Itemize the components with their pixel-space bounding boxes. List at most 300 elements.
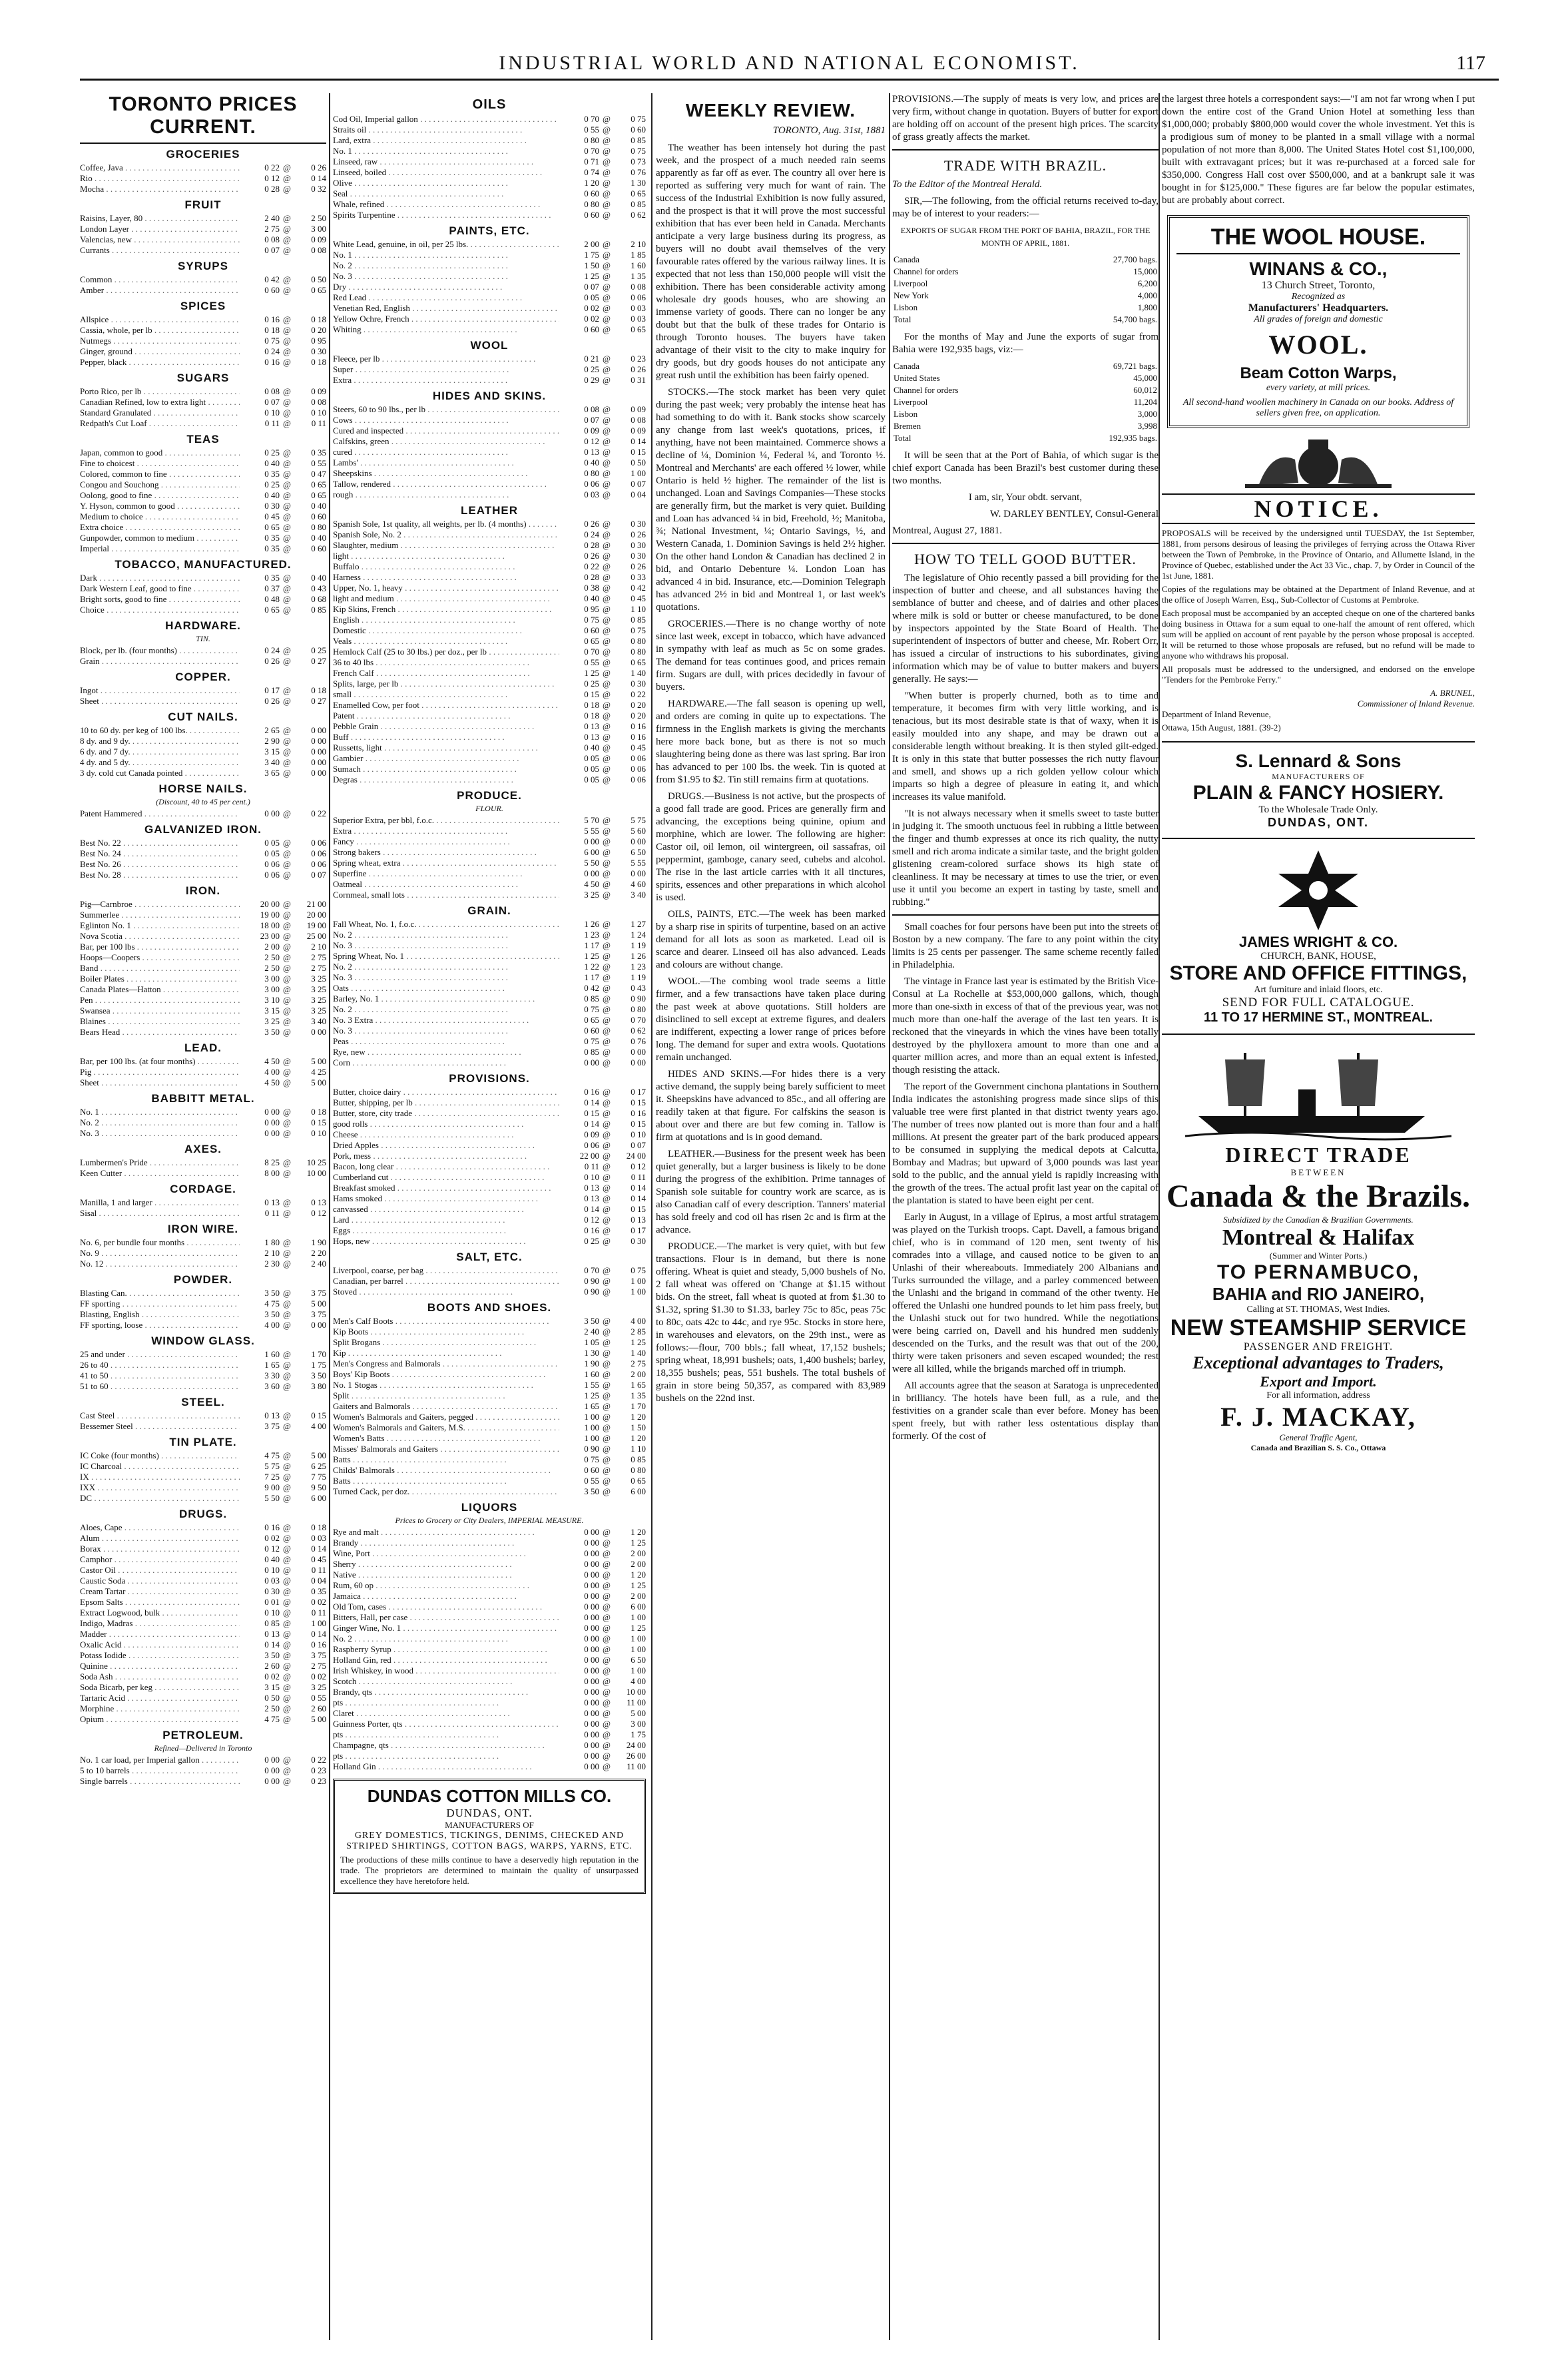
price-low: 0 05 (584, 753, 599, 763)
price-row (333, 1215, 646, 1225)
price-item-name: Oolong, good to fine . . . (80, 490, 240, 501)
review-paragraph: PRODUCE.—The market is very quiet, with but few transactions. Flour is in demand, but there is none offering. Wheat is quiet and steady, 5,000 bushels of No. 2 fall wheat was offered on 'Change at $1.15 without bids. On the street, fall wheat is quoted at from $1.30 to $1.32, spring $1.30 to $1.33, barley 75c to 85c, peas 75c to 80c, oats 42c to 44c, and rye 95c. Stocks in store here, in warehouses and elevators, on the 29th inst., were as follows:—flour, 700 bbls.; fall wheat, 17,152 bushels; spring wheat, 18,991 bushels; oats, 1,400 bushels; barley, 18,355 bushels; peas, 551 bushels. The total bushels of grain in store being 50,357, as compared with 83,989 bushels on the 22nd inst. (656, 1241, 886, 1404)
price-row (333, 930, 646, 940)
price-separator: @ (283, 1597, 291, 1607)
price-separator: @ (603, 847, 611, 857)
price-item-name: Blasting Can. . . . (80, 1288, 240, 1299)
price-high: 1 23 (631, 962, 646, 972)
price-low: 0 50 (264, 1693, 280, 1703)
notice-body-3: Each proposal must be accompanied by an accepted cheque on one of the chartered banks doing business in Ottawa for a sum equal to one-half the amount of rent offered, which sum will be applied on account of rent payable by the person whose proposal is accepted. It will be returned to those whose proposals are refused, but no refund will be made to anyone who withdraws his proposal. (1162, 608, 1475, 661)
price-high: 0 30 (311, 346, 326, 356)
price-high: 24 00 (626, 1151, 646, 1161)
price-item-name: Medium to choice . . . (80, 511, 240, 522)
price-low: 0 07 (584, 282, 599, 292)
price-high: 4 00 (631, 1676, 646, 1686)
price-high: 1 70 (311, 1349, 326, 1359)
price-section-heading: GROCERIES (166, 148, 240, 160)
price-high: 5 00 (311, 1077, 326, 1087)
price-separator: @ (283, 469, 291, 479)
price-section-sub: FLOUR. (475, 804, 503, 813)
price-separator: @ (603, 972, 611, 982)
price-high: 0 43 (631, 983, 646, 993)
price-row (80, 696, 326, 707)
price-item-name: Whiting . . . (333, 324, 559, 335)
price-high: 0 17 (631, 1225, 646, 1235)
price-item-name: Sheepskins . . . (333, 468, 559, 479)
price-low: 0 13 (264, 1629, 280, 1639)
price-row (80, 594, 326, 605)
price-row (333, 1287, 646, 1297)
price-low: 23 00 (260, 931, 280, 941)
price-high: 2 00 (631, 1591, 646, 1601)
price-item-name: Buff . . . (333, 732, 559, 743)
price-separator: @ (283, 1381, 291, 1391)
price-low: 0 75 (584, 1454, 599, 1464)
price-low: 0 06 (584, 1140, 599, 1150)
price-item-name: Calfskins, green . . . (333, 436, 559, 447)
price-row (333, 457, 646, 468)
price-item-name: Russetts, light . . . (333, 743, 559, 753)
price-separator: @ (603, 604, 611, 614)
price-high: 0 00 (311, 768, 326, 778)
price-high: 0 20 (631, 700, 646, 710)
price-row (333, 1380, 646, 1390)
price-separator: @ (603, 1486, 611, 1496)
export-destination: Total (894, 433, 911, 443)
price-item-name: Gaiters and Balmorals . . . (333, 1401, 559, 1412)
price-item-name: Best No. 22 . . . (80, 838, 240, 848)
price-item-name: No. 6, per bundle four months . . . (80, 1237, 240, 1248)
price-row (80, 952, 326, 963)
price-item-name: Oats . . . (333, 983, 559, 994)
price-separator: @ (603, 1401, 611, 1411)
price-separator: @ (603, 1751, 611, 1761)
price-separator: @ (603, 858, 611, 868)
price-item-name: Linseed, raw . . . (333, 156, 559, 167)
price-item-name: Single barrels . . . (80, 1776, 240, 1787)
price-high: 1 00 (631, 468, 646, 478)
price-separator: @ (603, 1276, 611, 1286)
price-item-name: Stoved . . . (333, 1287, 559, 1297)
price-high: 0 12 (311, 1208, 326, 1218)
price-row (80, 213, 326, 224)
price-low: 0 95 (584, 604, 599, 614)
price-high: 0 31 (631, 375, 646, 385)
price-high: 0 27 (311, 656, 326, 666)
price-low: 0 00 (584, 1580, 599, 1590)
price-separator: @ (603, 519, 611, 529)
price-separator: @ (283, 963, 291, 973)
price-high: 1 00 (631, 1612, 646, 1622)
price-high: 0 65 (631, 188, 646, 198)
price-item-name: Extra choice . . . (80, 522, 240, 533)
price-item-name: Common . . . (80, 274, 240, 285)
direct-trade-route: Canada & the Brazils. (1166, 1179, 1470, 1214)
price-section-heading: IRON. (185, 884, 221, 897)
price-separator: @ (603, 210, 611, 220)
price-high: 3 25 (311, 1006, 326, 1016)
price-separator: @ (283, 1765, 291, 1775)
price-separator: @ (603, 1337, 611, 1347)
price-item-name: DC . . . (80, 1493, 240, 1504)
price-low: 0 07 (584, 415, 599, 425)
price-separator: @ (283, 1639, 291, 1649)
price-separator: @ (603, 426, 611, 436)
misc-paragraph: The report of the Government cinchona plantations in Southern India indicates the astonishing progress made since slips of this valuable tree were first planted in that district twenty years ago. The number of trees now planted out is more than four and a half millions. At present the greater part of the bark produced appears to be consumed in supplying the medical depots at Calcutta, Bombay and Madras; but upward of 3,000 pounds was last year sold to the public, and the annual yield is rapidly increasing with the growth of the trees. The actual profit last year on the capital of the plantation is stated to have been eight per cent. (892, 1081, 1159, 1206)
price-item-name: Spanish Sole, 1st quality, all weights, per lb. (4 months) . . . (333, 519, 559, 529)
price-low: 2 65 (264, 725, 280, 735)
price-low: 0 00 (584, 1570, 599, 1580)
price-separator: @ (603, 1087, 611, 1097)
price-separator: @ (283, 1056, 291, 1066)
price-low: 0 65 (584, 1015, 599, 1025)
price-row (333, 983, 646, 994)
notice-body-4: All proposals must be addressed to the undersigned, and endorsed on the envelope "Tenders for the Pembroke Ferry." (1162, 664, 1475, 685)
export-row (892, 372, 1159, 384)
export-row (892, 290, 1159, 302)
price-row (333, 489, 646, 500)
price-separator: @ (603, 1215, 611, 1225)
price-row (333, 314, 646, 324)
price-row (333, 1570, 646, 1580)
price-separator: @ (603, 436, 611, 446)
export-row (892, 396, 1159, 408)
price-high: 0 26 (631, 561, 646, 571)
price-item-name: Indigo, Madras . . . (80, 1618, 240, 1629)
price-row (333, 479, 646, 489)
price-high: 0 14 (631, 1193, 646, 1203)
price-low: 0 06 (264, 859, 280, 869)
price-low: 0 24 (584, 529, 599, 539)
price-separator: @ (603, 1015, 611, 1025)
price-separator: @ (283, 1248, 291, 1258)
price-low: 0 24 (264, 645, 280, 655)
price-item-name: London Layer . . . (80, 224, 240, 234)
price-separator: @ (283, 224, 291, 234)
price-separator: @ (603, 1358, 611, 1368)
price-item-name: Split . . . (333, 1390, 559, 1401)
price-high: 1 20 (631, 1412, 646, 1422)
price-high: 1 10 (631, 604, 646, 614)
notice-title: NOTICE. (1162, 493, 1475, 524)
price-high: 1 25 (631, 1538, 646, 1548)
price-low: 2 30 (264, 1259, 280, 1269)
price-row (333, 468, 646, 479)
price-low: 0 10 (264, 408, 280, 418)
price-high: 4 00 (631, 1316, 646, 1326)
cross-emblem-icon (1275, 847, 1362, 934)
price-low: 0 00 (584, 1538, 599, 1548)
price-low: 0 05 (264, 848, 280, 858)
price-separator: @ (283, 573, 291, 583)
price-low: 0 06 (264, 870, 280, 880)
price-item-name: Childs' Balmorals . . . (333, 1465, 559, 1476)
export-destination: Lisbon (894, 302, 918, 312)
price-separator: @ (603, 1697, 611, 1707)
price-row (333, 1676, 646, 1687)
price-item-name: Cumberland cut . . . (333, 1172, 559, 1183)
price-high: 0 95 (311, 336, 326, 346)
price-row (80, 768, 326, 778)
export-row (892, 360, 1159, 372)
price-item-name: Boiler Plates . . . (80, 974, 240, 984)
price-item-name: Extra . . . (333, 826, 559, 836)
price-high: 0 06 (311, 848, 326, 858)
price-row (333, 404, 646, 415)
price-item-name: Canada Plates—Hatton . . . (80, 984, 240, 995)
price-row (80, 1320, 326, 1331)
price-row (80, 234, 326, 245)
price-section-heading: GRAIN. (467, 904, 511, 917)
price-item-name: Enamelled Cow, per foot . . . (333, 700, 559, 711)
price-high: 0 06 (311, 859, 326, 869)
price-low: 0 48 (264, 594, 280, 604)
price-row (333, 156, 646, 167)
price-separator: @ (283, 1629, 291, 1639)
price-separator: @ (283, 757, 291, 767)
price-row (80, 1197, 326, 1208)
weekly-review-column (656, 93, 886, 2340)
price-separator: @ (603, 1004, 611, 1014)
price-separator: @ (603, 551, 611, 561)
price-high: 0 02 (311, 1597, 326, 1607)
price-row (333, 1015, 646, 1026)
price-low: 0 12 (264, 173, 280, 183)
divider (1162, 1034, 1475, 1035)
price-row (80, 1461, 326, 1472)
price-row (333, 239, 646, 250)
price-low: 9 00 (264, 1482, 280, 1492)
wright-kinds: CHURCH, BANK, HOUSE, (1260, 951, 1376, 962)
price-row (333, 668, 646, 679)
price-separator: @ (603, 1665, 611, 1675)
price-separator: @ (603, 1412, 611, 1422)
price-separator: @ (603, 457, 611, 467)
price-row (80, 245, 326, 256)
price-item-name: Cast Steel . . . (80, 1410, 240, 1421)
price-row (80, 1554, 326, 1565)
price-high: 3 80 (311, 1381, 326, 1391)
price-item-name: Congou and Souchong . . . (80, 479, 240, 490)
price-high: 0 14 (631, 436, 646, 446)
direct-trade-agent: F. J. MACKAY, (1220, 1402, 1416, 1432)
price-row (333, 250, 646, 260)
price-high: 10 00 (626, 1687, 646, 1697)
price-row (80, 1522, 326, 1533)
price-row (333, 1097, 646, 1108)
price-low: 0 35 (264, 533, 280, 543)
price-row (333, 1036, 646, 1047)
price-low: 0 60 (584, 625, 599, 635)
price-low: 0 07 (264, 397, 280, 407)
price-high: 0 15 (631, 1097, 646, 1107)
price-item-name: Upper, No. 1, heavy . . . (333, 583, 559, 593)
price-low: 0 24 (264, 346, 280, 356)
price-low: 0 02 (264, 1671, 280, 1681)
price-separator: @ (283, 1360, 291, 1370)
price-row (333, 1265, 646, 1276)
price-high: 0 00 (631, 1047, 646, 1057)
price-low: 0 06 (584, 479, 599, 489)
price-high: 3 40 (311, 1016, 326, 1026)
price-row (80, 1360, 326, 1370)
price-item-name: cured . . . (333, 447, 559, 457)
price-low: 0 18 (584, 711, 599, 721)
page-header (80, 52, 1499, 81)
price-high: 1 50 (631, 1422, 646, 1432)
price-high: 0 11 (311, 1565, 326, 1575)
price-row (80, 418, 326, 429)
price-high: 0 00 (311, 736, 326, 746)
price-high: 11 00 (627, 1697, 646, 1707)
butter-title: HOW TO TELL GOOD BUTTER. (914, 551, 1137, 567)
price-item-name: Domestic . . . (333, 625, 559, 636)
export-quantity: 45,000 (1133, 373, 1157, 383)
price-low: 5 50 (264, 1493, 280, 1503)
price-low: 3 50 (264, 1650, 280, 1660)
price-low: 0 00 (584, 1676, 599, 1686)
brazil-p3: It will be seen that at the Port of Bahia, of which sugar is the chief export Canada has been Brazil's best customer during these two months. (892, 450, 1159, 486)
price-row (333, 1486, 646, 1497)
wool-house-title: THE WOOL HOUSE. (1176, 224, 1460, 254)
price-separator: @ (283, 1320, 291, 1330)
price-row (80, 1421, 326, 1432)
price-row (80, 1755, 326, 1765)
price-low: 0 13 (584, 721, 599, 731)
price-item-name: Holland Gin, red . . . (333, 1655, 559, 1665)
price-separator: @ (603, 583, 611, 593)
price-high: 0 00 (311, 757, 326, 767)
export-quantity: 4,000 (1137, 290, 1157, 300)
wright-address: 11 TO 17 HERMINE ST., MONTREAL. (1203, 1010, 1433, 1025)
price-item-name: Y. Hyson, common to good . . . (80, 501, 240, 511)
price-low: 0 26 (584, 551, 599, 561)
price-high: 0 22 (311, 808, 326, 818)
price-item-name: Straits oil . . . (333, 125, 559, 135)
price-high: 1 20 (631, 1433, 646, 1443)
price-high: 0 23 (631, 354, 646, 364)
price-item-name: Tallow, rendered . . . (333, 479, 559, 489)
price-separator: @ (603, 1570, 611, 1580)
price-item-name: Porto Rico, per lb . . . (80, 386, 240, 397)
price-low: 2 50 (264, 1703, 280, 1713)
price-item-name: 41 to 50 . . . (80, 1370, 240, 1381)
price-separator: @ (283, 386, 291, 396)
price-separator: @ (283, 1006, 291, 1016)
price-separator: @ (283, 605, 291, 615)
misc-paragraph: The vintage in France last year is estimated by the British Vice-Consul at La Rochelle at $53,000,000 gallons, which, though more than one-sixth in excess of that of the previous year, was not much more than one-half the average of the last ten years. It is reckoned that the vineyards in which the vines have been totally destroyed by the phylloxera amount to more than one and a quarter million acres, and more than an equal extent is infested, though resisting the attack. (892, 976, 1159, 1075)
price-row (333, 615, 646, 625)
export-quantity: 192,935 bags. (1109, 433, 1157, 443)
price-row (80, 314, 326, 325)
saratoga-continuation: the largest three hotels a correspondent says:—"I am not far wrong when I put down the entire cost of the Grand Union Hotel at something less than $1,000,000; probably $800,000 would cover the whole investment. Yet this is a prodigious sum of money to be planted in a small village with a normal population of not more than 8,000. The United States Hotel cost $1,100,000, built with extravagant prices; but it was re-purchased at a forced sale for $350,000. Congress Hall cost over $500,000, and at a bankrupt sale it was bought in for $125,000." These figures are far below the popular estimates, but are probably about correct. (1162, 94, 1475, 206)
price-low: 0 00 (584, 1687, 599, 1697)
price-separator: @ (603, 375, 611, 385)
price-separator: @ (603, 135, 611, 145)
price-row (333, 879, 646, 890)
export-row (892, 302, 1159, 314)
price-high: 0 03 (631, 314, 646, 324)
price-separator: @ (283, 1554, 291, 1564)
price-separator: @ (603, 636, 611, 646)
lennard-makers: MANUFACTURERS OF (1272, 772, 1365, 781)
price-item-name: Borax . . . (80, 1544, 240, 1554)
price-low: 0 00 (584, 1761, 599, 1771)
price-high: 0 73 (631, 156, 646, 166)
wright-catalogue: SEND FOR FULL CATALOGUE. (1222, 996, 1415, 1010)
price-item-name: Lumbermen's Pride . . . (80, 1157, 240, 1168)
price-section-heading: IRON WIRE. (167, 1223, 239, 1235)
price-separator: @ (283, 1299, 291, 1309)
price-section-heading: CUT NAILS. (168, 711, 238, 723)
price-separator: @ (283, 931, 291, 941)
price-item-name: Japan, common to good . . . (80, 447, 240, 458)
price-high: 0 33 (631, 572, 646, 582)
price-low: 1 25 (584, 668, 599, 678)
price-high: 0 76 (631, 167, 646, 177)
price-separator: @ (283, 213, 291, 223)
price-row (333, 1591, 646, 1602)
price-item-name: Women's Balmorals and Gaiters, M.S. . . . (333, 1422, 559, 1433)
price-row (80, 685, 326, 696)
price-row (333, 375, 646, 386)
price-row (80, 573, 326, 583)
price-low: 3 75 (264, 1421, 280, 1431)
export-quantity: 54,700 bags. (1113, 314, 1157, 324)
price-low: 0 13 (264, 1410, 280, 1420)
price-high: 20 00 (306, 910, 326, 920)
price-separator: @ (603, 178, 611, 188)
dundas-mills-title: DUNDAS COTTON MILLS CO. (367, 1786, 612, 1806)
price-low: 8 00 (264, 1168, 280, 1178)
price-low: 3 50 (264, 1027, 280, 1037)
price-separator: @ (283, 543, 291, 553)
price-high: 0 62 (631, 210, 646, 220)
price-row (333, 972, 646, 983)
export-destination: Liverpool (894, 278, 928, 288)
price-row (333, 858, 646, 868)
price-low: 0 90 (584, 1276, 599, 1286)
price-high: 0 45 (631, 593, 646, 603)
price-item-name: Dark . . . (80, 573, 240, 583)
price-item-name: Rio . . . (80, 173, 240, 184)
price-row (80, 325, 326, 336)
price-item-name: Opium . . . (80, 1714, 240, 1725)
price-high: 1 19 (631, 940, 646, 950)
price-low: 2 40 (264, 213, 280, 223)
price-section-heading: WINDOW GLASS. (151, 1335, 255, 1347)
price-row (80, 1117, 326, 1128)
price-separator: @ (603, 1444, 611, 1454)
wool-house-beam: Beam Cotton Warps, (1240, 364, 1397, 382)
price-row (80, 162, 326, 173)
dundas-mills-makers: MANUFACTURERS OF (445, 1820, 534, 1830)
price-row (333, 426, 646, 436)
price-separator: @ (283, 490, 291, 500)
price-high: 0 45 (311, 1554, 326, 1564)
price-separator: @ (603, 415, 611, 425)
price-separator: @ (283, 418, 291, 428)
price-row (80, 1349, 326, 1360)
articles-column (892, 93, 1159, 2340)
price-row (80, 522, 326, 533)
price-row (80, 1248, 326, 1259)
price-separator: @ (603, 1183, 611, 1193)
price-separator: @ (283, 184, 291, 194)
notice-body-2: Copies of the regulations may be obtained at the Department of Inland Revenue, and at the office of Joseph Warren, Esq., Sub-Collector of Customs at Pembroke. (1162, 584, 1475, 605)
direct-trade-agent-title: General Traffic Agent, (1279, 1432, 1358, 1442)
divider (1162, 741, 1475, 743)
